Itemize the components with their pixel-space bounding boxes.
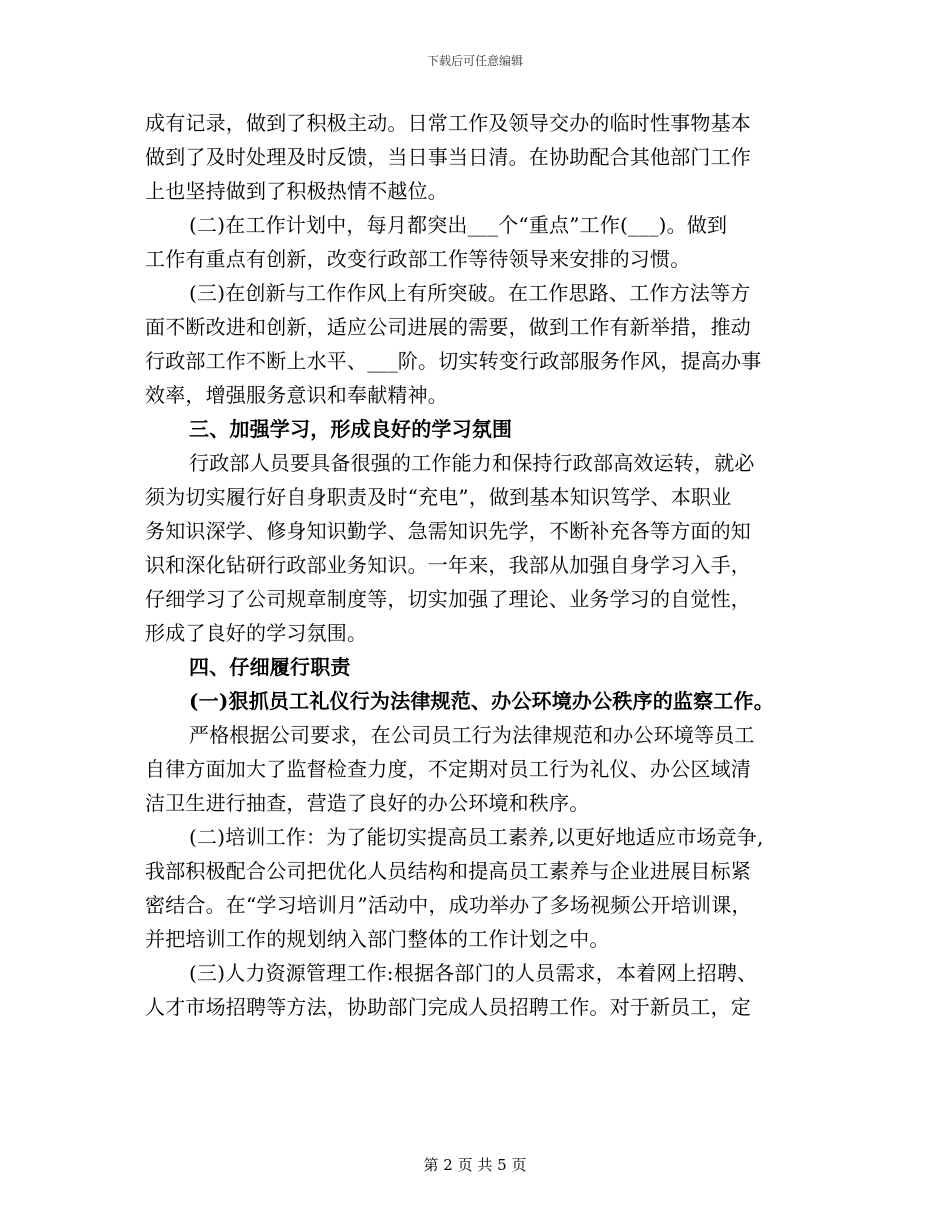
paragraph-line: 洁卫生进行抽查，营造了良好的办公环境和秩序。 bbox=[145, 791, 590, 815]
paragraph-line: 须为切实履行好自身职责及时“充电”，做到基本知识笃学、本职业 bbox=[145, 485, 732, 509]
paragraph-line: 并把培训工作的规划纳入部门整体的工作计划之中。 bbox=[145, 927, 610, 951]
paragraph-line: 做到了及时处理及时反馈，当日事当日清。在协助配合其他部门工作 bbox=[145, 145, 751, 169]
paragraph-line: 上也坚持做到了积极热情不越位。 bbox=[145, 179, 448, 203]
paragraph-line: 仔细学习了公司规章制度等，切实加强了理论、业务学习的自觉性， bbox=[145, 587, 751, 611]
paragraph-line: 成有记录，做到了积极主动。日常工作及领导交办的临时性事物基本 bbox=[145, 111, 751, 135]
document-body bbox=[145, 106, 825, 1024]
paragraph-line: 工作有重点有创新，改变行政部工作等待领导来安排的习惯。 bbox=[145, 247, 691, 271]
paragraph-line: 形成了良好的学习氛围。 bbox=[145, 621, 368, 645]
paragraph-line: 效率，增强服务意识和奉献精神。 bbox=[145, 383, 448, 407]
paragraph-line: 行政部工作不断上水平、___阶。切实转变行政部服务作风，提高办事 bbox=[145, 349, 762, 373]
paragraph-line: 务知识深学、修身知识勤学、急需知识先学，不断补充各等方面的知 bbox=[145, 519, 751, 543]
paragraph-line: (二)培训工作：为了能切实提高员工素养,以更好地适应市场竞争, bbox=[189, 825, 764, 849]
paragraph-line: 人才市场招聘等方法，协助部门完成人员招聘工作。对于新员工，定 bbox=[145, 995, 751, 1019]
paragraph-line: 识和深化钻研行政部业务知识。一年来，我部从加强自身学习入手， bbox=[145, 553, 751, 577]
paragraph-line: (三)人力资源管理工作:根据各部门的人员需求，本着网上招聘、 bbox=[189, 961, 758, 985]
paragraph-line: 我部积极配合公司把优化人员结构和提高员工素养与企业进展目标紧 bbox=[145, 859, 751, 883]
paragraph-line: 密结合。在“学习培训月”活动中，成功举办了多场视频公开培训课， bbox=[145, 893, 752, 917]
paragraph-line: 行政部人员要具备很强的工作能力和保持行政部高效运转，就必 bbox=[189, 451, 755, 475]
page-number-footer: 第 2 页 共 5 页 bbox=[423, 1156, 527, 1174]
paragraph-line: 自律方面加大了监督检查力度，不定期对员工行为礼仪、办公区域清 bbox=[145, 757, 751, 781]
paragraph-line: 面不断改进和创新，适应公司进展的需要，做到工作有新举措，推动 bbox=[145, 315, 751, 339]
section-heading: 四、仔细履行职责 bbox=[189, 655, 351, 679]
paragraph-line: (三)在创新与工作作风上有所突破。在工作思路、工作方法等方 bbox=[189, 281, 751, 305]
section-heading: (一)狠抓员工礼仪行为法律规范、办公环境办公秩序的监察工作。 bbox=[189, 689, 774, 713]
section-heading: 三、加强学习，形成良好的学习氛围 bbox=[189, 417, 513, 441]
page-header-note: 下载后可任意编辑 bbox=[426, 54, 523, 68]
paragraph-line: 严格根据公司要求，在公司员工行为法律规范和办公环境等员工 bbox=[189, 723, 755, 747]
paragraph-line: (二)在工作计划中，每月都突出___个“重点”工作(___)。做到 bbox=[189, 213, 728, 237]
